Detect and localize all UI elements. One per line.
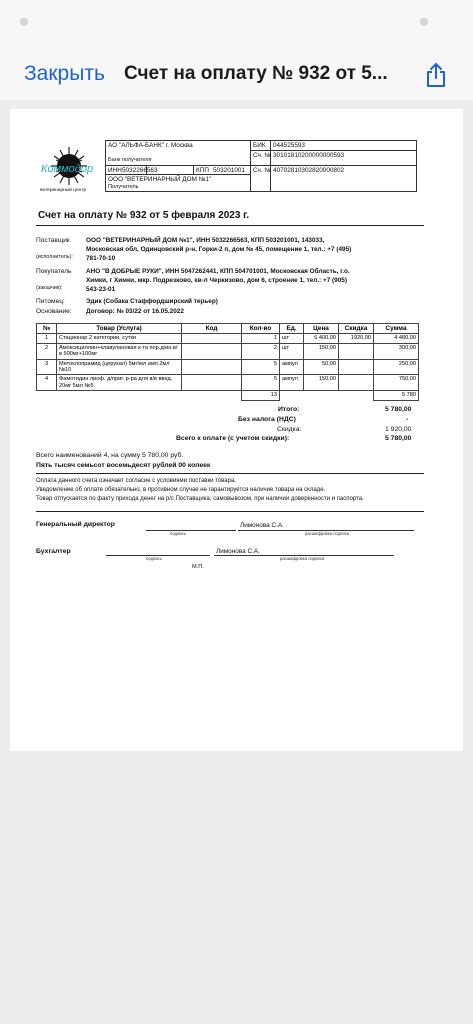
column-header: Скидка bbox=[339, 324, 374, 334]
item-discount: 1920,00 bbox=[339, 334, 374, 343]
item-qty: 1 bbox=[242, 334, 280, 343]
close-button[interactable]: Закрыть bbox=[24, 62, 105, 85]
page-title: Счет на оплату № 932 от 5... bbox=[124, 63, 388, 84]
table-row bbox=[37, 359, 419, 375]
notes-divider bbox=[36, 511, 424, 512]
item-name: Метоклопрамид (церукал) 5мг/мл амп.2мл №10 bbox=[57, 359, 182, 375]
bik-label: БИК bbox=[253, 142, 266, 149]
item-name: Стационар 2 категории, сутки bbox=[57, 334, 182, 343]
accountant-label: Бухгалтер bbox=[36, 548, 71, 555]
kpp-label: КПП bbox=[196, 167, 209, 174]
supplier-sub-label: (исполнитель): bbox=[36, 254, 73, 260]
item-price: 50,00 bbox=[304, 359, 339, 375]
bank-name: АО "АЛЬФА-БАНК" г. Москва bbox=[108, 142, 193, 149]
share-icon[interactable] bbox=[424, 62, 448, 88]
column-header: Код bbox=[182, 324, 242, 334]
account-value: 40702810302820000802 bbox=[273, 167, 345, 174]
note-line-3: Товар отпускается по факту прихода денег на р/с Поставщика, самовывозом, при наличии доверенности и паспорта. bbox=[36, 496, 364, 502]
inn-value: 5032266563 bbox=[122, 167, 158, 174]
item-price: 150,00 bbox=[304, 343, 339, 359]
item-qty: 2 bbox=[242, 343, 280, 359]
item-name: Фамотидин лиоф. д/приг. р-ра для в/в введ. 20мг 5мл №5 bbox=[57, 375, 182, 391]
nds-value: - bbox=[406, 416, 409, 423]
accountant-name: Лимонова С.А. bbox=[216, 548, 260, 555]
item-discount bbox=[339, 359, 374, 375]
recipient-name: ООО "ВЕТЕРИНАРНЫЙ ДОМ №1" bbox=[108, 176, 212, 183]
item-sum: 4 480,00 bbox=[374, 334, 419, 343]
row-number: 3 bbox=[37, 359, 57, 375]
table-row bbox=[37, 334, 419, 343]
bik-value: 044525593 bbox=[273, 142, 305, 149]
note-line-1: Оплата данного счета означает согласие с условиями поставки товара. bbox=[36, 478, 236, 484]
supplier-line-2: Московская обл, Одинцовский р-н, Горки-2 п, дом № 45, помещение 1, тел.: +7 (495) bbox=[86, 246, 352, 253]
invoice-title: Счет на оплату № 932 от 5 февраля 2023 г. bbox=[38, 210, 250, 221]
item-price: 150,00 bbox=[304, 375, 339, 391]
sign-caption: подпись bbox=[170, 531, 186, 536]
item-code bbox=[182, 343, 242, 359]
account-label: Сч. № bbox=[253, 167, 272, 174]
table-header-row bbox=[37, 324, 419, 334]
director-name: Лимонова С.А. bbox=[240, 522, 284, 529]
status-dot-icon bbox=[420, 18, 428, 26]
buyer-sub-label: (заказчик): bbox=[36, 285, 63, 291]
row-number: 2 bbox=[37, 343, 57, 359]
itogo-label: Итого: bbox=[278, 406, 300, 413]
grand-total-value: 5 780,00 bbox=[385, 435, 412, 442]
item-code bbox=[182, 375, 242, 391]
item-name: Амоксициллин+клавулановая к-та пор.д/ин.в/в 500мг+100мг bbox=[57, 343, 182, 359]
status-dot-icon bbox=[20, 18, 28, 26]
title-divider bbox=[36, 225, 424, 226]
buyer-line-3: 543-23-01 bbox=[86, 286, 116, 293]
column-header: № bbox=[37, 324, 57, 334]
recipient-label: Получатель bbox=[108, 184, 139, 190]
basis-value: Договор: № 03/22 от 16.05.2022 bbox=[86, 308, 184, 315]
supplier-line-3: 781-70-10 bbox=[86, 255, 116, 262]
item-sum: 300,00 bbox=[374, 343, 419, 359]
corr-label: Сч. № bbox=[253, 152, 272, 159]
amount-in-words: Пять тысяч семьсот восемьдесят рублей 00 копеек bbox=[36, 462, 211, 469]
inn-label: ИНН bbox=[108, 167, 122, 174]
item-qty: 5 bbox=[242, 359, 280, 375]
pet-label: Питомец: bbox=[36, 298, 65, 305]
item-unit: шт bbox=[280, 343, 304, 359]
discount-value: 1 920,00 bbox=[385, 426, 412, 433]
nds-label: Без налога (НДС) bbox=[238, 416, 296, 423]
buyer-line-2: Химки, г Химки, мкр. Подрезково, кв-л Черкизово, дом 6, строение 1, тел.: +7 (905) bbox=[86, 277, 347, 284]
kpp-value: 503201001 bbox=[213, 167, 245, 174]
words-divider bbox=[36, 473, 424, 474]
table-row bbox=[37, 343, 419, 359]
item-discount bbox=[339, 375, 374, 391]
row-number: 4 bbox=[37, 375, 57, 391]
item-unit: шт bbox=[280, 334, 304, 343]
basis-label: Основание: bbox=[36, 308, 72, 315]
itogo-value: 5 780,00 bbox=[385, 406, 412, 413]
column-header: Товар (Услуга) bbox=[57, 324, 182, 334]
buyer-label: Покупатель bbox=[36, 268, 72, 275]
bank-label: Банк получателя bbox=[108, 157, 152, 163]
column-header: Кол-во bbox=[242, 324, 280, 334]
bank-details bbox=[105, 140, 417, 192]
supplier-label: Поставщик bbox=[36, 237, 70, 244]
column-header: Ед. bbox=[280, 324, 304, 334]
corr-account: 30101810200000000593 bbox=[273, 152, 345, 159]
item-price: 6 400,00 bbox=[304, 334, 339, 343]
director-sign-line bbox=[146, 530, 236, 531]
discount-label: Скидка: bbox=[277, 426, 302, 433]
decode-caption: расшифровка подписи bbox=[280, 556, 325, 561]
total-qty: 13 bbox=[242, 391, 280, 400]
grand-total-label: Всего к оплате (с учетом скидки): bbox=[176, 435, 290, 442]
item-code bbox=[182, 359, 242, 375]
item-sum: 750,00 bbox=[374, 375, 419, 391]
note-line-2: Уведомление об оплате обязательно, в противном случае не гарантируется наличие товара на складе. bbox=[36, 487, 326, 493]
table-total-row bbox=[37, 391, 419, 400]
supplier-line-1: ООО "ВЕТЕРИНАРНЫЙ ДОМ №1", ИНН 5032266563, КПП 503201001, 143033, bbox=[86, 237, 325, 244]
column-header: Цена bbox=[304, 324, 339, 334]
item-discount bbox=[339, 343, 374, 359]
invoice-document bbox=[10, 109, 463, 751]
table-row bbox=[37, 375, 419, 391]
logo-caption: ветеринарный центр bbox=[40, 188, 87, 193]
stamp-label: М.П. bbox=[192, 564, 204, 570]
svg-text:Коммодор: Коммодор bbox=[41, 163, 94, 175]
director-label: Генеральный директор bbox=[36, 521, 115, 528]
item-code bbox=[182, 334, 242, 343]
pet-value: Эдик (Собака Стаффордширский терьер) bbox=[86, 298, 218, 305]
item-unit: ампул bbox=[280, 375, 304, 391]
item-qty: 5 bbox=[242, 375, 280, 391]
items-table bbox=[36, 323, 419, 401]
buyer-line-1: АНО "В ДОБРЫЕ РУКИ", ИНН 5047262441, КПП 504701001, Московская Область, г.о. bbox=[86, 268, 350, 275]
item-unit: ампул bbox=[280, 359, 304, 375]
row-number: 1 bbox=[37, 334, 57, 343]
total-sum: 5 780 bbox=[374, 391, 419, 400]
sign-caption: подпись bbox=[146, 556, 162, 561]
column-header: Сумма bbox=[374, 324, 419, 334]
count-line: Всего наименований 4, на сумму 5 780,00 руб. bbox=[36, 452, 184, 459]
decode-caption: расшифровка подписи bbox=[305, 531, 350, 536]
item-sum: 250,00 bbox=[374, 359, 419, 375]
top-bar bbox=[0, 0, 473, 100]
